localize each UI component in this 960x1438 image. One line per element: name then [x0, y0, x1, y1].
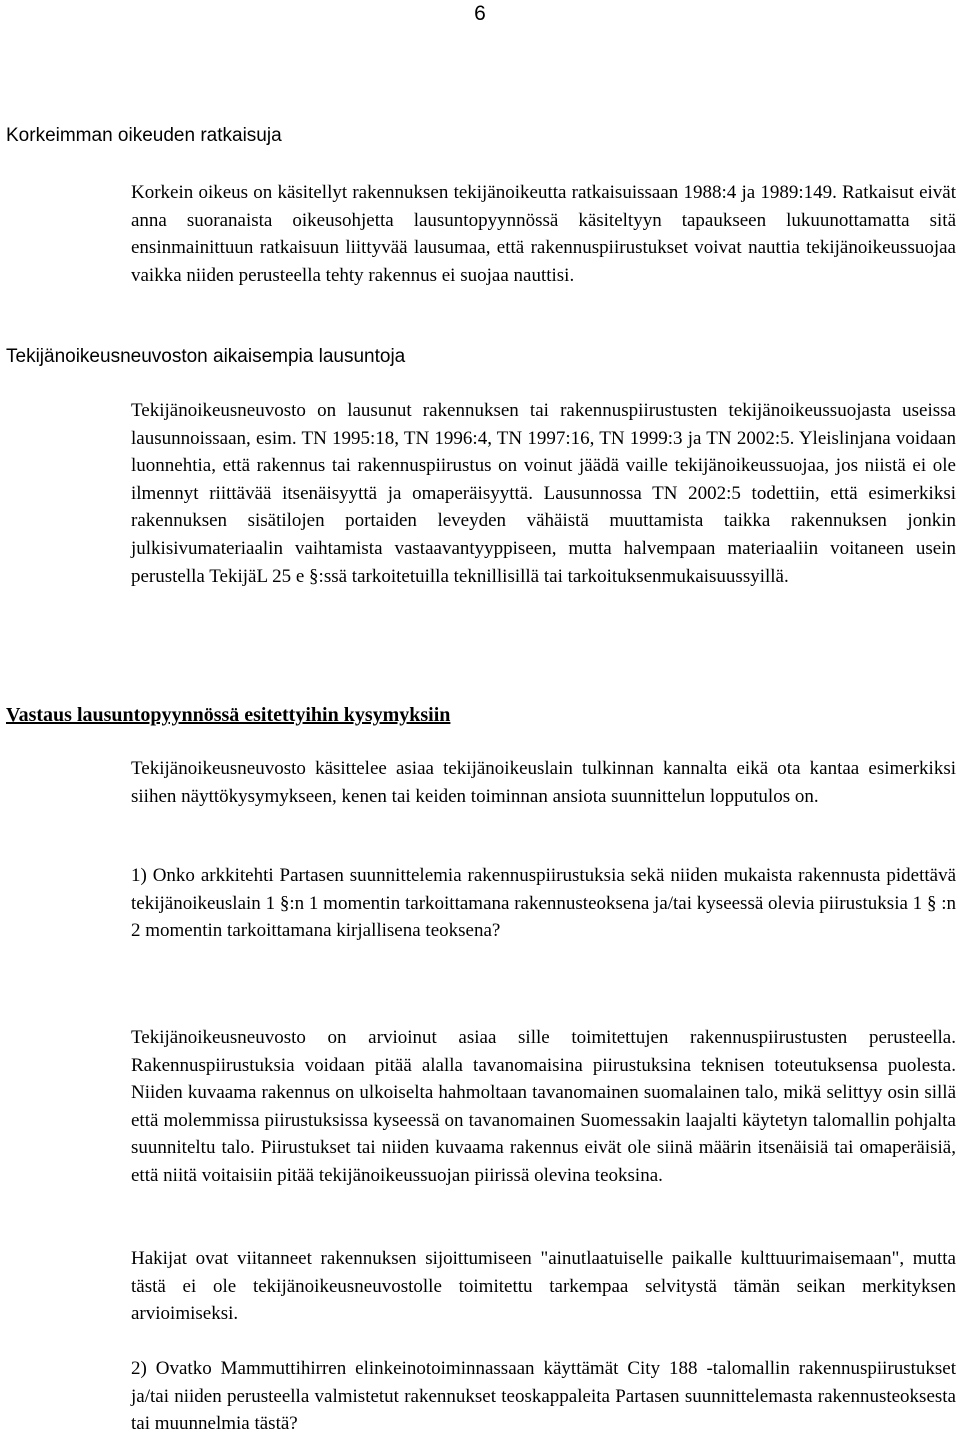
paragraph-answer-5: 2) Ovatko Mammuttihirren elinkeinotoiminnassaan käyttämät City 188 -talomallin rakennuspiirustukset ja/tai niiden perusteella valmistetut rakennukset teoskappaleita Partasen suunnittelemasta rakennusteoksesta tai muunnelmia tästä? — [131, 1358, 956, 1435]
heading-council-statements: Tekijänoikeusneuvoston aikaisempia lausuntoja — [6, 346, 406, 367]
paragraph-answer-2: 1) Onko arkkitehti Partasen suunnittelemia rakennuspiirustuksia sekä niiden mukaista rakennusta pidettävä tekijänoikeuslain 1 §:n 1 momentin tarkoittamana rakennusteoksena ja/tai kyseessä olevia piirustuksia 1 § :n 2 momentin tarkoittamana kirjallisena teoksena? — [131, 865, 956, 942]
heading-supreme-court: Korkeimman oikeuden ratkaisuja — [6, 125, 282, 146]
paragraph-answer-3: Tekijänoikeusneuvosto on arvioinut asiaa sille toimitettujen rakennuspiirustusten perusteella. Rakennuspiirustuksia voidaan pitää alalla tavanomaisina piirustuksina teknisen toteutuksensa puolesta. Niiden kuvaama rakennus on ulkoiselta hahmoltaan tavanomainen suomalainen talo, mikä selittyy osin sillä että molemmissa piirustuksissa kyseessä on tavanomainen Suomessakin laajalti käytetyn talomallin pohjalta suunniteltu talo. Piirustukset tai niiden kuvaama rakennus eivät ole siinä määrin itsenäisiä tai omaperäisiä, että niitä voitaisiin pitää tekijänoikeussuojan piirissä olevina teoksina. — [131, 1027, 956, 1186]
paragraph-supreme-court: Korkein oikeus on käsitellyt rakennuksen tekijänoikeutta ratkaisuissaan 1988:4 ja 1989:149. Ratkaisut eivät anna suoranaista oikeusohjetta lausuntopyynnössä käsiteltyyn tapaukseen lukuunottamatta sitä ensinmainittuun ratkaisuun liittyvää lausumaa, että rakennuspiirustukset voivat nauttia tekijänoikeussuojaa vaikka niiden perusteella tehty rakennus ei suojaa nauttisi. — [131, 182, 956, 286]
paragraph-answer-4: Hakijat ovat viitanneet rakennuksen sijoittumiseen "ainutlaatuiselle paikalle kulttuurimaisemaan", mutta tästä ei ole tekijänoikeusneuvostolle toimitettu tarkempaa selvitystä tämän seikan merkityksen arvioimiseksi. — [131, 1248, 956, 1325]
page-number: 6 — [474, 2, 486, 25]
paragraph-council-statements: Tekijänoikeusneuvosto on lausunut rakennuksen tai rakennuspiirustusten tekijänoikeussuojasta useissa lausunnoissaan, esim. TN 1995:18, TN 1996:4, TN 1997:16, TN 1999:3 ja TN 2002:5. Yleislinjana voidaan luonnehtia, että rakennus tai rakennuspiirustus on voinut jäädä vaille tekijänoikeussuojaa, jos niistä ei ole ilmennyt riittävää itsenäisyyttä ja omaperäisyyttä. Lausunnossa TN 2002:5 todettiin, että esimerkiksi rakennuksen sisätilojen portaiden leveyden vähäistä muuttamista taikka rakennuksen jonkin julkisivumateriaalin vaihtamista vastaavantyyppiseen, mutta halvempaan materiaaliin voitaneen usein perustella TekijäL 25 e §:ssä tarkoitetuilla teknillisillä tai tarkoituksenmukaisuussyillä. — [131, 400, 956, 587]
paragraph-answer-1: Tekijänoikeusneuvosto käsittelee asiaa tekijänoikeuslain tulkinnan kannalta eikä ota kantaa esimerkiksi siihen näyttökysymykseen, kenen tai keiden toiminnan ansiota suunnittelun lopputulos on. — [131, 758, 956, 807]
heading-answer: Vastaus lausuntopyynnössä esitettyihin kysymyksiin — [6, 704, 451, 726]
